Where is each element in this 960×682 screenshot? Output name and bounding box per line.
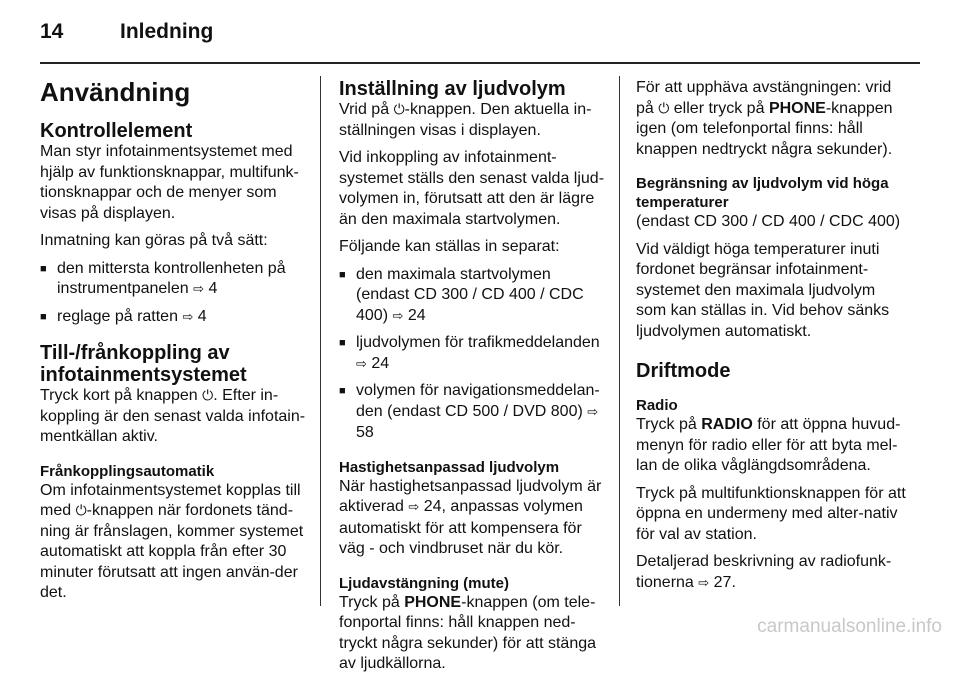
page-reference: 4	[208, 280, 218, 297]
paragraph: Om infotainmentsystemet kopplas till med ⏻-knappen när fordonets tänd-ning är frånslagen, kommer systemet automatiskt att koppla från efter 30 minuter förutsatt att ingen använ-der det.	[40, 481, 304, 601]
bullet-list	[40, 259, 308, 329]
reference-arrow-icon: ⇨	[193, 282, 204, 297]
reference-arrow-icon: ⇨	[392, 308, 404, 324]
reference-arrow-icon: ⇨	[356, 356, 367, 372]
section-heading-anvandning: Användning	[40, 77, 191, 107]
page-reference: 4	[197, 307, 207, 325]
bullet-list	[339, 265, 604, 444]
reference-arrow-icon: ⇨	[587, 404, 599, 420]
paragraph: Följande kan ställas in separat:	[339, 238, 560, 255]
watermark: carmanualsonline.info	[757, 616, 942, 637]
key-label-phone: PHONE	[768, 99, 826, 117]
reference-arrow-icon: ⇨	[408, 500, 420, 515]
paragraph: Man styr infotainmentsystemet med hjälp av funktionsknappar, multifunk-tionsknappar och de menyer som visas på displayen.	[40, 143, 299, 222]
subheading-frankopplingsautomatik: Frånkopplingsautomatik	[40, 462, 215, 480]
list-item: ■ den mittersta kontrollenheten på instrumentpanelen ⇨ 4	[40, 259, 308, 301]
page-reference: 27	[713, 573, 732, 591]
power-icon: ⏻	[393, 102, 405, 118]
paragraph: Vrid på ⏻-knappen. Den aktuella in-ställningen visas i displayen.	[339, 101, 592, 139]
paragraph: Tryck kort på knappen ⏻. Efter in-koppling är den senast valda infotain-mentkällan aktiv.	[40, 387, 306, 445]
column-divider-2	[619, 76, 620, 606]
header-rule	[40, 62, 920, 64]
key-label-radio: RADIO	[701, 416, 753, 433]
power-icon: ⏻	[202, 388, 214, 404]
power-icon: ⏻	[658, 100, 670, 117]
page-reference: 24	[407, 306, 426, 324]
column-2	[339, 78, 604, 682]
paragraph: Detaljerad beskrivning av radiofunk-tionerna ⇨ 27.	[636, 553, 892, 591]
list-item: ■ den maximala startvolymen (endast CD 300 / CD 400 / CDC 400) ⇨ 24	[339, 265, 604, 328]
paragraph: Vid väldigt höga temperaturer inuti fordonet begränsar infotainment-systemet den maximala ljudvolym som kan ställas in. Vid behov sänks ljudvolymen automatiskt.	[636, 240, 890, 340]
subheading-till-frankoppling: Till-/frånkoppling av infotainmentsystemet	[40, 342, 247, 386]
paragraph: (endast CD 300 / CD 400 / CDC 400)	[636, 213, 901, 230]
page-reference: 58	[356, 424, 374, 441]
subheading-hastighetsanpassad: Hastighetsanpassad ljudvolym	[339, 458, 560, 476]
page-reference: 24	[423, 498, 442, 515]
paragraph: Tryck på multifunktionsknappen för att öppna en undermeny med alter-nativ för val av station.	[636, 484, 906, 543]
paragraph: Tryck på PHONE-knappen (om tele-fonportal finns: håll knappen ned-tryckt några sekunder) för att stänga av ljudkällorna.	[339, 593, 597, 672]
subheading-begransning: Begränsning av ljudvolym vid höga temperaturer	[636, 175, 889, 211]
paragraph: För att upphäva avstängningen: vrid på ⏻ eller tryck på PHONE-knappen igen (om telefonportal finns: håll knappen nedtryckt några sekunder).	[636, 79, 893, 158]
subheading-ljudavstangning: Ljudavstängning (mute)	[339, 574, 509, 592]
subheading-radio: Radio	[636, 397, 678, 414]
chapter-title: Inledning	[120, 20, 214, 43]
paragraph: Tryck på RADIO för att öppna huvud-menyn för radio eller för att byta mel-lan de olika våglängdsområdena.	[636, 416, 901, 474]
key-label-phone: PHONE	[404, 593, 462, 611]
page-number: 14	[40, 20, 64, 43]
reference-arrow-icon: ⇨	[698, 575, 710, 591]
subheading-installning-ljudvolym: Inställning av ljudvolym	[339, 78, 566, 100]
paragraph: Inmatning kan göras på två sätt:	[40, 232, 268, 249]
subheading-kontrollelement: Kontrollelement	[40, 120, 193, 142]
list-item: ■ volymen för navigationsmeddelan-den (endast CD 500 / DVD 800) ⇨ 58	[339, 381, 604, 444]
list-item: ■ reglage på ratten ⇨ 4	[40, 307, 308, 329]
page-header	[40, 20, 213, 44]
power-icon: ⏻	[75, 503, 87, 519]
paragraph: När hastighetsanpassad ljudvolym är aktiverad ⇨ 24, anpassas volymen automatiskt för att kompensera för väg - och vindbruset när du kör.	[339, 477, 602, 557]
reference-arrow-icon: ⇨	[182, 309, 194, 325]
list-item: ■ ljudvolymen för trafikmeddelanden ⇨ 24	[339, 333, 604, 375]
page-reference: 24	[371, 354, 390, 372]
paragraph: Vid inkoppling av infotainment-systemet ställs den senast valda ljud-volymen in, förutsatt att den är lägre än den maximala startvolymen.	[339, 149, 605, 228]
column-divider-1	[320, 76, 321, 606]
column-3	[636, 78, 906, 601]
column-1	[40, 78, 308, 611]
section-heading-driftmode: Driftmode	[636, 360, 731, 382]
